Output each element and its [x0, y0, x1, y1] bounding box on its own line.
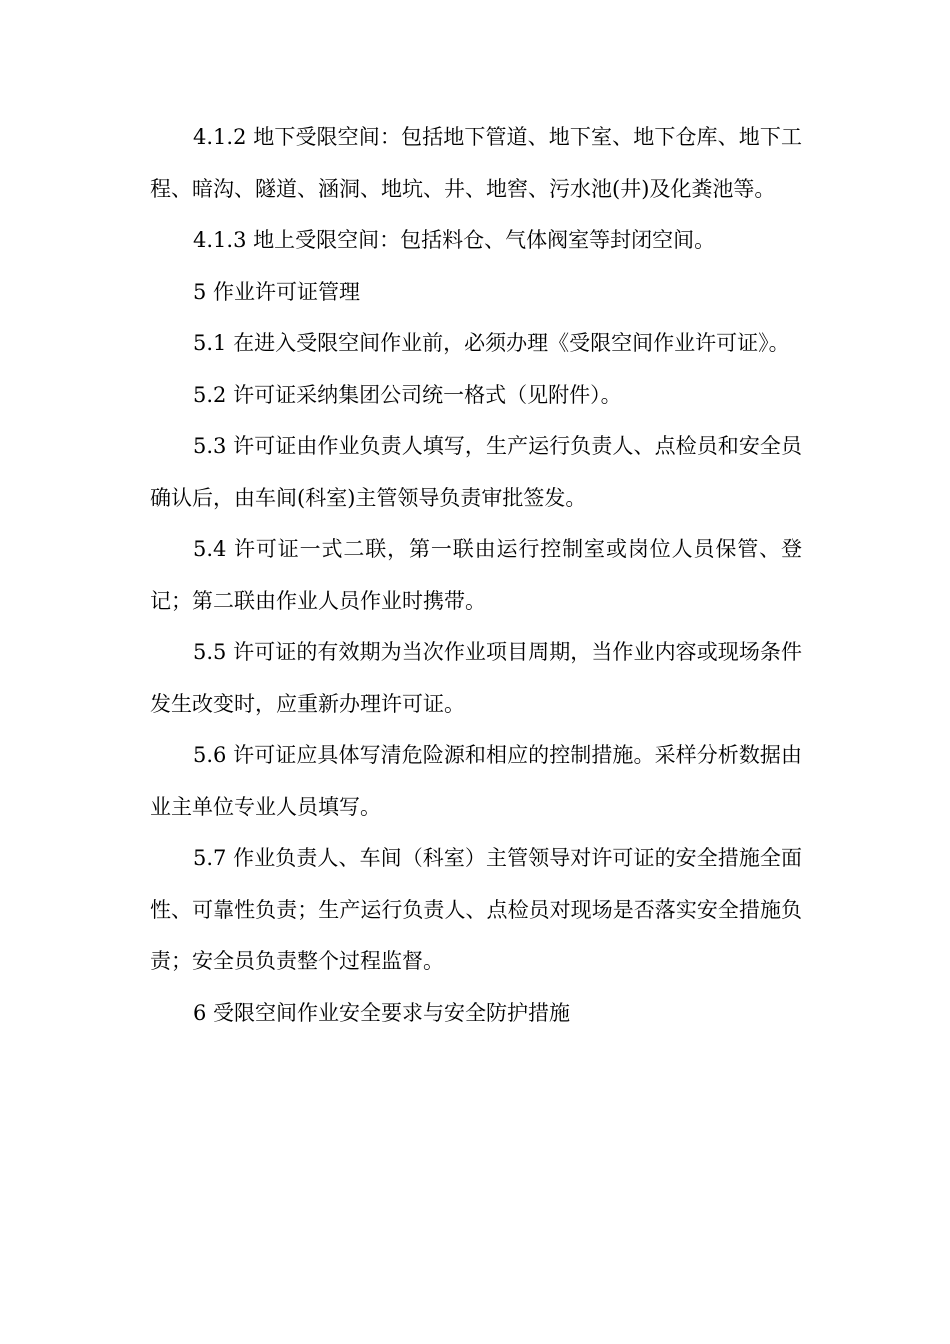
- paragraph-5-7: 5.7 作业负责人、车间（科室）主管领导对许可证的安全措施全面性、可靠性负责；生产运行负责人、点检员对现场是否落实安全措施负责；安全员负责整个过程监督。: [150, 846, 802, 973]
- section-heading-5: 5 作业许可证管理: [193, 279, 361, 304]
- paragraph-4-1-3: 4.1.3 地上受限空间：包括料仓、气体阀室等封闭空间。: [193, 228, 716, 252]
- section-heading-6: 6 受限空间作业安全要求与安全防护措施: [193, 1000, 571, 1025]
- paragraph-5-1: 5.1 在进入受限空间作业前，必须办理《受限空间作业许可证》。: [193, 331, 790, 355]
- paragraph-5-4: 5.4 许可证一式二联，第一联由运行控制室或岗位人员保管、登记；第二联由作业人员作业时携带。: [150, 537, 802, 613]
- paragraph-4-1-2: 4.1.2 地下受限空间：包括地下管道、地下室、地下仓库、地下工程、暗沟、隧道、涵洞、地坑、井、地窖、污水池(井)及化粪池等。: [150, 125, 802, 201]
- paragraph-5-2: 5.2 许可证采纳集团公司统一格式（见附件）。: [193, 382, 622, 407]
- paragraph-5-5: 5.5 许可证的有效期为当次作业项目周期，当作业内容或现场条件发生改变时，应重新办理许可证。: [150, 640, 802, 716]
- paragraph-5-6: 5.6 许可证应具体写清危险源和相应的控制措施。采样分析数据由业主单位专业人员填写。: [150, 743, 802, 819]
- paragraph-5-3: 5.3 许可证由作业负责人填写，生产运行负责人、点检员和安全员确认后，由车间(科室)主管领导负责审批签发。: [150, 434, 802, 510]
- document-body: [150, 112, 802, 1039]
